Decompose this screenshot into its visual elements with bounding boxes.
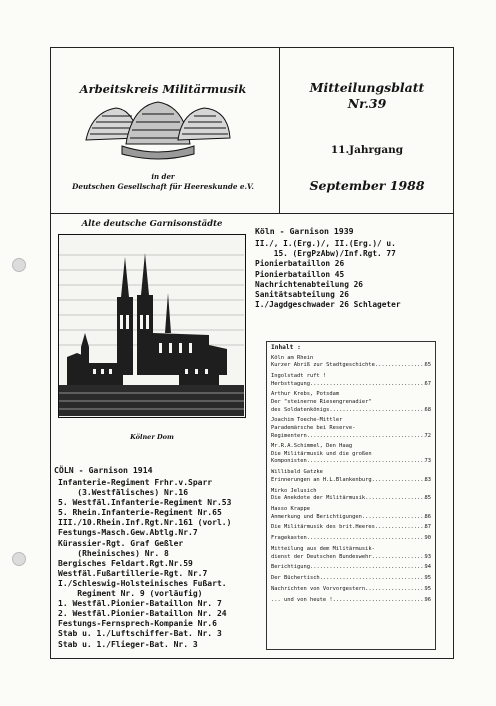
toc-entry <box>271 488 431 503</box>
list-item: Kürassier-Rgt. Graf Geßler <box>58 538 184 548</box>
toc-leader-dots <box>365 586 424 594</box>
list-item: 5. Westfäl.Infanterie-Regiment Nr.53 <box>58 498 232 508</box>
list-item: Regiment Nr. 9 (vorläufig) <box>58 589 203 599</box>
toc-entry-title-line <box>271 514 431 522</box>
toc-leader-dots <box>365 495 424 503</box>
toc-page-number: 95 <box>424 575 431 582</box>
list-item: I./Jagdgeschwader 26 Schlageter <box>255 300 401 310</box>
list-item: II./, I.(Erg.)/, II.(Erg.)/ u. <box>255 239 396 248</box>
toc-leader-dots <box>375 524 425 532</box>
list-item: (3.Westfälisches) Nr.16 <box>58 488 189 498</box>
list-item: Bergisches Feldart.Rgt.Nr.59 <box>58 558 193 568</box>
punch-hole-top <box>12 258 26 272</box>
toc-entry <box>271 586 431 594</box>
toc-leader-dots <box>307 433 425 441</box>
toc-entry-title: Herbsttagung <box>271 380 310 387</box>
toc-entry <box>271 506 431 521</box>
toc-entry-title-line <box>271 433 431 441</box>
toc-leader-dots <box>375 362 425 370</box>
toc-leader-dots <box>320 575 425 583</box>
picture-caption-top: Alte deutsche Garnisonstädte <box>81 219 223 229</box>
toc-entry <box>271 524 431 532</box>
toc-entry-line: Die Militärmusik und die großen <box>271 450 372 457</box>
toc-page-number: 94 <box>424 564 431 571</box>
toc-entry <box>271 535 431 543</box>
toc-entry-title-line <box>271 554 431 562</box>
toc-page-number: 95 <box>424 585 431 592</box>
garrison-1914-list <box>58 478 231 650</box>
garrison-1939-title: Köln - Garnison 1939 <box>255 226 354 236</box>
picture-caption-bottom: Kölner Dom <box>130 433 174 441</box>
toc-entry-title: dienst der Deutschen Bundeswehr <box>271 553 372 560</box>
toc-leader-dots <box>372 477 425 485</box>
list-item: Festungs-Fernsprech-Kompanie Nr.6 <box>58 619 217 629</box>
toc-entry-line: Der "steinerne Riesengrenadier" <box>271 398 372 405</box>
toc-entry-line: Mirko Jelusich <box>271 487 317 494</box>
toc-page-number: 96 <box>424 596 431 603</box>
toc-entry-title: Regimentern <box>271 432 307 439</box>
toc-page-number: 87 <box>424 524 431 531</box>
toc-entry <box>271 443 431 466</box>
toc-entry-line: Hasso Krappe <box>271 506 310 512</box>
toc-entry-line: Parademärsche bei Reserve- <box>271 424 356 431</box>
toc-leader-dots <box>372 554 425 562</box>
year-volume: 11.Jahrgang <box>330 144 404 156</box>
toc-entry-title-line <box>271 575 431 583</box>
toc-entry-title-line <box>271 477 431 485</box>
toc-entries <box>271 355 431 605</box>
toc-entry <box>271 355 431 370</box>
table-of-contents <box>266 341 436 650</box>
list-item: 5. Rhein.Infanterie-Regiment Nr.65 <box>58 508 222 518</box>
header-vertical-divider <box>279 47 280 213</box>
toc-entry-title-line <box>271 458 431 466</box>
toc-entry-line: Arthur Krebs, Potsdam <box>271 391 340 398</box>
toc-entry-line: Mr.R.A.Schimmel, Den Haag <box>271 443 353 450</box>
toc-page-number: 65 <box>424 362 431 369</box>
toc-page-number: 85 <box>424 495 431 502</box>
toc-entry-title-line <box>271 362 431 370</box>
list-item: Nachrichtenabteilung 26 <box>255 279 363 289</box>
punch-hole-bottom <box>12 552 26 566</box>
in-der-label: in der <box>151 172 175 181</box>
toc-entry-title: Die Anekdote der Militärmusik <box>271 495 366 502</box>
toc-entry-line: Mitteilung aus dem Militärmusik- <box>271 545 375 552</box>
toc-page-number: 93 <box>424 553 431 560</box>
toc-entry <box>271 391 431 414</box>
list-item: Infanterie-Regiment Frhr.v.Sparr <box>58 478 213 487</box>
toc-leader-dots <box>307 458 425 466</box>
toc-entry-title-line <box>271 597 431 605</box>
toc-entry <box>271 575 431 583</box>
list-item: Westfäl.Fußartillerie-Rgt. Nr.7 <box>58 568 208 578</box>
bulletin-title-line-1: Mitteilungsblatt <box>309 80 425 95</box>
toc-heading: Inhalt : <box>271 344 301 351</box>
toc-entry-title: Die Militärmusik des brit.Heeres <box>271 524 375 531</box>
toc-entry <box>271 546 431 561</box>
toc-entry-title: Komponisten <box>271 458 307 465</box>
toc-entry <box>271 469 431 484</box>
list-item: III./10.Rhein.Inf.Rgt.Nr.161 (vorl.) <box>58 518 232 528</box>
list-item: Festungs-Masch.Gew.Abtlg.Nr.7 <box>58 528 198 538</box>
toc-page-number: 73 <box>424 458 431 465</box>
garrison-1939-list <box>255 239 401 310</box>
toc-entry <box>271 417 431 440</box>
toc-page-number: 90 <box>424 535 431 542</box>
toc-entry-title: Der Büchertisch <box>271 575 320 582</box>
toc-entry <box>271 597 431 605</box>
list-item: Stab u. 1./Luftschiffer-Bat. Nr. 3 <box>58 629 222 639</box>
toc-page-number: 72 <box>424 432 431 439</box>
toc-page-number: 68 <box>424 406 431 413</box>
list-item: Pionierbataillon 26 <box>255 259 345 269</box>
society-name: Deutschen Gesellschaft für Heereskunde e.V. <box>72 182 254 191</box>
toc-entry-title-line <box>271 524 431 532</box>
toc-page-number: 67 <box>424 380 431 387</box>
toc-leader-dots <box>362 514 425 522</box>
toc-entry-title-line <box>271 535 431 543</box>
cologne-cathedral-engraving <box>58 234 246 418</box>
toc-entry-title: Erinnerungen an H.L.Blankenburg <box>271 476 372 483</box>
toc-entry-title: Berichtigung <box>271 564 310 571</box>
bulletin-title <box>284 80 450 112</box>
toc-entry <box>271 373 431 388</box>
toc-leader-dots <box>329 407 424 415</box>
toc-entry <box>271 564 431 572</box>
list-item: Sanitätsabteilung 26 <box>255 290 349 300</box>
toc-entry-title-line <box>271 586 431 594</box>
toc-entry-title-line <box>271 381 431 389</box>
toc-leader-dots <box>310 381 425 389</box>
toc-entry-title: Kurzer Abriß zur Stadtgeschichte <box>271 362 375 369</box>
toc-page-number: 86 <box>424 513 431 520</box>
list-item: 2. Westfäl.Pionier-Bataillon Nr. 24 <box>58 609 227 619</box>
toc-entry-title-line <box>271 407 431 415</box>
toc-entry-title: des Soldatenkönigs <box>271 406 330 413</box>
toc-entry-title: Nachrichten von Vorvorgestern <box>271 585 366 592</box>
toc-entry-title: Fragekasten <box>271 535 307 542</box>
toc-entry-line: Ingolstadt ruft ! <box>271 372 327 379</box>
toc-page-number: 83 <box>424 476 431 483</box>
list-item: Stab u. 1./Flieger-Bat. Nr. 3 <box>58 639 198 649</box>
toc-entry-title-line <box>271 495 431 503</box>
list-item: (Rheinisches) Nr. 8 <box>58 548 169 558</box>
garrison-1914-title: CÖLN - Garnison 1914 <box>54 465 153 475</box>
shako-hats-illustration <box>82 98 234 164</box>
toc-leader-dots <box>307 535 425 543</box>
toc-entry-line: Köln am Rhein <box>271 354 314 361</box>
header-divider <box>50 213 454 214</box>
toc-leader-dots <box>310 564 425 572</box>
issue-date: September 1988 <box>309 178 425 193</box>
list-item: 1. Westfäl.Pionier-Bataillon Nr. 7 <box>58 599 222 609</box>
list-item: 15. (ErgPzAbw)/Inf.Rgt. 77 <box>255 249 396 259</box>
toc-entry-title-line <box>271 564 431 572</box>
toc-entry-title: ... und von heute ! <box>271 596 333 603</box>
toc-entry-line: Willibald Gatzke <box>271 469 323 476</box>
list-item: I./Schleswig-Holsteinisches Fußart. <box>58 578 227 588</box>
toc-leader-dots <box>333 597 425 605</box>
toc-entry-title: Anmerkung und Berichtigungen <box>271 513 362 520</box>
toc-entry-line: Joachim Toeche-Mittler <box>271 417 343 424</box>
club-name: Arbeitskreis Militärmusik <box>79 82 247 96</box>
list-item: Pionierbataillon 45 <box>255 269 345 279</box>
bulletin-issue-number: Nr.39 <box>347 96 387 111</box>
